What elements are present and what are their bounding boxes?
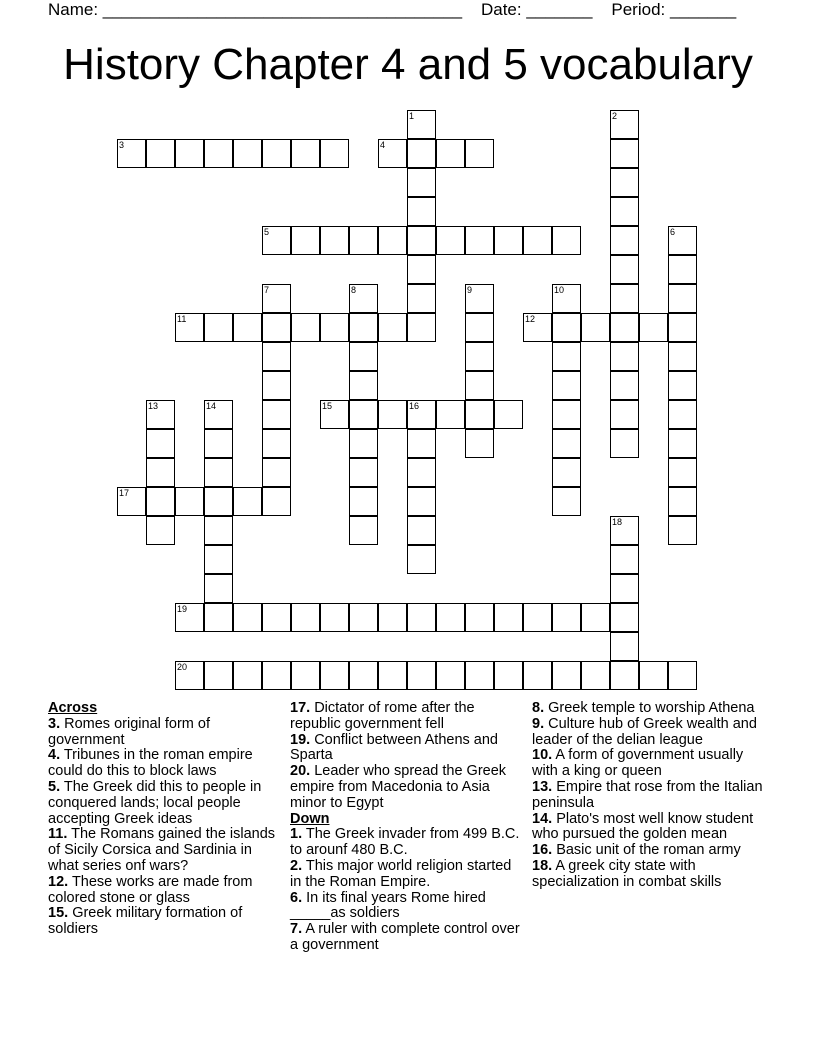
across-heading: Across <box>48 700 98 716</box>
clue-number: 15 <box>322 401 333 411</box>
crossword-cell[interactable] <box>262 342 291 371</box>
crossword-cell[interactable] <box>465 226 494 255</box>
student-info-line: Name: ______________________________________ Date: _______ Period: _______ <box>48 0 737 19</box>
clue-number: 1 <box>409 111 415 121</box>
clue-text: The Greek did this to people in conquered lands; local people accepting Greek ideas <box>48 778 262 827</box>
crossword-cell[interactable] <box>465 284 494 313</box>
clue-number: 6 <box>670 227 676 237</box>
crossword-cell[interactable] <box>465 371 494 400</box>
crossword-cell[interactable] <box>262 661 291 690</box>
crossword-cell[interactable] <box>610 429 639 458</box>
clue-number-label: 1. <box>290 826 303 843</box>
crossword-cell[interactable] <box>204 313 233 342</box>
crossword-cell[interactable] <box>407 516 436 545</box>
clue-number-label: 7. <box>290 921 303 938</box>
crossword-cell[interactable] <box>291 139 320 168</box>
crossword-cell[interactable] <box>552 313 581 342</box>
clue-text: In its final years Rome hired _____as soldiers <box>290 889 486 922</box>
crossword-cell[interactable] <box>407 255 436 284</box>
clues-column-1 <box>48 701 284 938</box>
crossword-cell[interactable] <box>494 400 523 429</box>
crossword-cell[interactable] <box>436 603 465 632</box>
crossword-cell[interactable] <box>117 487 146 516</box>
clue-text: A greek city state with specialization in combat skills <box>532 857 722 890</box>
crossword-cell[interactable] <box>320 313 349 342</box>
down-clue-list <box>290 827 526 953</box>
crossword-cell[interactable] <box>407 139 436 168</box>
clue-number-label: 18. <box>532 857 553 874</box>
crossword-cell[interactable] <box>610 603 639 632</box>
crossword-cell[interactable] <box>175 487 204 516</box>
clue-number-label: 8. <box>532 700 545 716</box>
clue-item <box>290 891 526 923</box>
clue-number: 12 <box>525 314 536 324</box>
clue-item <box>48 906 284 938</box>
clue-text: Empire that rose from the Italian peninsula <box>532 778 763 811</box>
down-clue-list-continued <box>532 701 768 891</box>
crossword-cell[interactable] <box>668 487 697 516</box>
crossword-cell[interactable] <box>668 400 697 429</box>
across-clue-list <box>48 717 284 938</box>
clue-number-label: 16. <box>532 842 553 859</box>
crossword-cell[interactable] <box>465 661 494 690</box>
crossword-cell[interactable] <box>494 603 523 632</box>
crossword-cell[interactable] <box>320 603 349 632</box>
crossword-cell[interactable] <box>436 139 465 168</box>
crossword-cell[interactable] <box>552 284 581 313</box>
clue-number-label: 11. <box>48 826 68 843</box>
crossword-cell[interactable] <box>204 603 233 632</box>
clue-item <box>290 922 526 954</box>
crossword-cell[interactable] <box>407 313 436 342</box>
crossword-cell[interactable] <box>465 139 494 168</box>
clue-number: 17 <box>119 488 130 498</box>
crossword-cell[interactable] <box>262 226 291 255</box>
crossword-cell[interactable] <box>523 313 552 342</box>
crossword-cell[interactable] <box>610 110 639 139</box>
crossword-cell[interactable] <box>349 661 378 690</box>
crossword-cell[interactable] <box>552 342 581 371</box>
crossword-cell[interactable] <box>407 110 436 139</box>
clue-text: Leader who spread the Greek empire from Macedonia to Asia minor to Egypt <box>290 763 507 811</box>
crossword-cell[interactable] <box>494 661 523 690</box>
crossword-cell[interactable] <box>610 661 639 690</box>
crossword-cell[interactable] <box>204 661 233 690</box>
clue-text: Basic unit of the roman army <box>552 842 741 859</box>
crossword-cell[interactable] <box>146 458 175 487</box>
crossword-cell[interactable] <box>610 139 639 168</box>
crossword-cell[interactable] <box>349 487 378 516</box>
clue-item <box>48 748 284 780</box>
crossword-cell[interactable] <box>610 342 639 371</box>
crossword-cell[interactable] <box>262 458 291 487</box>
crossword-cell[interactable] <box>610 226 639 255</box>
crossword-cell[interactable] <box>407 226 436 255</box>
clue-number-label: 6. <box>290 889 303 906</box>
clue-number-label: 19. <box>290 731 311 748</box>
crossword-cell[interactable] <box>610 255 639 284</box>
crossword-cell[interactable] <box>291 226 320 255</box>
clue-number-label: 17. <box>290 700 311 716</box>
crossword-cell[interactable] <box>175 139 204 168</box>
crossword-cell[interactable] <box>378 313 407 342</box>
clue-text: The Greek invader from 499 B.C. to arounf 480 B.C. <box>290 826 520 859</box>
crossword-cell[interactable] <box>407 603 436 632</box>
crossword-cell[interactable] <box>639 661 668 690</box>
clue-number: 2 <box>612 111 618 121</box>
clue-text: A form of government usually with a king or queen <box>532 747 744 780</box>
crossword-cell[interactable] <box>407 487 436 516</box>
crossword-cell[interactable] <box>146 516 175 545</box>
clue-item <box>532 843 768 859</box>
crossword-cell[interactable] <box>610 516 639 545</box>
clue-item <box>48 717 284 749</box>
puzzle-title: History Chapter 4 and 5 vocabulary <box>63 40 753 89</box>
clue-item <box>48 827 284 874</box>
crossword-cell[interactable] <box>349 516 378 545</box>
crossword-cell[interactable] <box>668 371 697 400</box>
crossword-cell[interactable] <box>233 603 262 632</box>
crossword-cell[interactable] <box>175 313 204 342</box>
crossword-cell[interactable] <box>175 603 204 632</box>
crossword-cell[interactable] <box>407 400 436 429</box>
crossword-cell[interactable] <box>320 661 349 690</box>
crossword-cell[interactable] <box>610 371 639 400</box>
crossword-cell[interactable] <box>407 458 436 487</box>
crossword-cell[interactable] <box>262 284 291 313</box>
crossword-cell[interactable] <box>494 226 523 255</box>
crossword-cell[interactable] <box>465 313 494 342</box>
clue-item <box>290 859 526 891</box>
clue-text: These works are made from colored stone or glass <box>48 873 253 906</box>
clue-number-label: 13. <box>532 778 553 795</box>
crossword-cell[interactable] <box>320 400 349 429</box>
crossword-cell[interactable] <box>552 458 581 487</box>
clue-number: 18 <box>612 517 623 527</box>
clue-number-label: 10. <box>532 747 553 764</box>
crossword-cell[interactable] <box>378 603 407 632</box>
clues-column-2 <box>290 701 526 954</box>
crossword-cell[interactable] <box>378 400 407 429</box>
crossword-cell[interactable] <box>262 429 291 458</box>
crossword-cell[interactable] <box>378 661 407 690</box>
clue-number: 10 <box>554 285 565 295</box>
clue-item <box>290 827 526 859</box>
clue-item <box>532 717 768 749</box>
clue-text: Romes original form of government <box>48 715 210 748</box>
crossword-cell[interactable] <box>204 139 233 168</box>
crossword-cell[interactable] <box>349 284 378 313</box>
crossword-cell[interactable] <box>610 284 639 313</box>
crossword-cell[interactable] <box>668 342 697 371</box>
clue-item <box>290 733 526 765</box>
crossword-cell[interactable] <box>204 516 233 545</box>
crossword-cell[interactable] <box>349 400 378 429</box>
clue-text: The Romans gained the islands of Sicily Corsica and Sardinia in what series onf wars? <box>48 826 276 874</box>
clue-number-label: 5. <box>48 778 61 795</box>
crossword-cell[interactable] <box>320 226 349 255</box>
crossword-cell[interactable] <box>204 429 233 458</box>
clue-number-label: 15. <box>48 905 69 922</box>
crossword-cell[interactable] <box>465 429 494 458</box>
clue-number: 7 <box>264 285 270 295</box>
crossword-cell[interactable] <box>146 400 175 429</box>
crossword-cell[interactable] <box>465 342 494 371</box>
crossword-cell[interactable] <box>610 197 639 226</box>
crossword-cell[interactable] <box>552 603 581 632</box>
clue-number-label: 14. <box>532 810 553 827</box>
crossword-cell[interactable] <box>668 226 697 255</box>
clue-number: 13 <box>148 401 159 411</box>
clue-text: Dictator of rome after the republic government fell <box>290 700 475 732</box>
clue-number-label: 9. <box>532 715 545 732</box>
crossword-cell[interactable] <box>610 400 639 429</box>
clue-number-label: 4. <box>48 747 61 764</box>
crossword-cell[interactable] <box>291 603 320 632</box>
crossword-cell[interactable] <box>204 545 233 574</box>
crossword-cell[interactable] <box>349 342 378 371</box>
crossword-cell[interactable] <box>407 284 436 313</box>
crossword-cell[interactable] <box>668 429 697 458</box>
clue-text: Plato's most well know student who pursued the golden mean <box>532 810 754 843</box>
crossword-cell[interactable] <box>668 458 697 487</box>
crossword-cell[interactable] <box>320 139 349 168</box>
down-heading: Down <box>290 810 330 827</box>
crossword-cell[interactable] <box>610 545 639 574</box>
crossword-cell[interactable] <box>262 487 291 516</box>
clue-item <box>532 748 768 780</box>
crossword-cell[interactable] <box>668 284 697 313</box>
clue-item <box>290 764 526 811</box>
crossword-cell[interactable] <box>552 487 581 516</box>
crossword-cell[interactable] <box>117 139 146 168</box>
crossword-cell[interactable] <box>175 661 204 690</box>
crossword-cell[interactable] <box>610 313 639 342</box>
crossword-cell[interactable] <box>349 371 378 400</box>
clue-number-label: 2. <box>290 857 303 874</box>
clue-item <box>532 701 768 717</box>
crossword-cell[interactable] <box>146 487 175 516</box>
crossword-cell[interactable] <box>291 661 320 690</box>
crossword-cell[interactable] <box>349 603 378 632</box>
crossword-cell[interactable] <box>610 574 639 603</box>
crossword-cell[interactable] <box>233 139 262 168</box>
clue-number: 5 <box>264 227 270 237</box>
clue-item <box>532 780 768 812</box>
crossword-cell[interactable] <box>146 139 175 168</box>
across-clue-list-continued <box>290 701 526 812</box>
crossword-cell[interactable] <box>233 487 262 516</box>
crossword-cell[interactable] <box>349 458 378 487</box>
crossword-cell[interactable] <box>581 313 610 342</box>
crossword-cell[interactable] <box>436 400 465 429</box>
crossword-cell[interactable] <box>523 226 552 255</box>
crossword-cell[interactable] <box>407 429 436 458</box>
crossword-cell[interactable] <box>552 371 581 400</box>
crossword-cell[interactable] <box>552 226 581 255</box>
crossword-cell[interactable] <box>552 400 581 429</box>
crossword-cell[interactable] <box>610 168 639 197</box>
clue-item <box>48 875 284 907</box>
crossword-cell[interactable] <box>668 313 697 342</box>
crossword-cell[interactable] <box>349 313 378 342</box>
crossword-cell[interactable] <box>668 516 697 545</box>
crossword-cell[interactable] <box>407 197 436 226</box>
crossword-cell[interactable] <box>552 429 581 458</box>
crossword-cell[interactable] <box>465 603 494 632</box>
crossword-cell[interactable] <box>552 661 581 690</box>
clue-text: This major world religion started in the Roman Empire. <box>290 857 512 890</box>
crossword-cell[interactable] <box>349 429 378 458</box>
clue-item <box>532 859 768 891</box>
crossword-cell[interactable] <box>523 661 552 690</box>
clue-text: Conflict between Athens and Sparta <box>290 731 498 764</box>
crossword-cell[interactable] <box>262 400 291 429</box>
crossword-cell[interactable] <box>668 255 697 284</box>
crossword-cell[interactable] <box>610 632 639 661</box>
clue-text: Greek military formation of soldiers <box>48 905 243 938</box>
crossword-cell[interactable] <box>465 400 494 429</box>
crossword-cell[interactable] <box>349 226 378 255</box>
clue-number: 3 <box>119 140 125 150</box>
crossword-cell[interactable] <box>262 139 291 168</box>
crossword-cell[interactable] <box>436 661 465 690</box>
crossword-cell[interactable] <box>233 661 262 690</box>
crossword-cell[interactable] <box>204 458 233 487</box>
crossword-cell[interactable] <box>262 371 291 400</box>
crossword-cell[interactable] <box>523 603 552 632</box>
crossword-cell[interactable] <box>407 168 436 197</box>
clue-number: 9 <box>467 285 473 295</box>
crossword-cell[interactable] <box>146 429 175 458</box>
clue-item <box>532 812 768 844</box>
crossword-cell[interactable] <box>407 545 436 574</box>
clue-text: Greek temple to worship Athena <box>544 700 755 716</box>
clue-text: Tribunes in the roman empire could do this to block laws <box>48 747 253 780</box>
crossword-cell[interactable] <box>262 313 291 342</box>
crossword-cell[interactable] <box>204 574 233 603</box>
clue-number-label: 3. <box>48 715 61 732</box>
crossword-cell[interactable] <box>436 226 465 255</box>
crossword-cell[interactable] <box>291 313 320 342</box>
crossword-cell[interactable] <box>639 313 668 342</box>
clue-number: 8 <box>351 285 357 295</box>
clue-number: 4 <box>380 140 386 150</box>
crossword-cell[interactable] <box>581 661 610 690</box>
clue-text: Culture hub of Greek wealth and leader of the delian league <box>532 715 757 748</box>
crossword-cell[interactable] <box>581 603 610 632</box>
clues-column-3 <box>532 701 768 891</box>
clue-text: A ruler with complete control over a government <box>290 921 520 953</box>
clue-number: 16 <box>409 401 420 411</box>
clue-number: 14 <box>206 401 217 411</box>
crossword-cell[interactable] <box>233 313 262 342</box>
clue-number: 20 <box>177 662 188 672</box>
crossword-cell[interactable] <box>204 487 233 516</box>
crossword-cell[interactable] <box>378 226 407 255</box>
clue-number-label: 20. <box>290 763 311 780</box>
clue-number: 19 <box>177 604 188 614</box>
clue-number: 11 <box>177 314 187 324</box>
clue-number-label: 12. <box>48 873 69 890</box>
clue-item <box>290 701 526 733</box>
crossword-cell[interactable] <box>378 139 407 168</box>
crossword-cell[interactable] <box>262 603 291 632</box>
clue-item <box>48 780 284 827</box>
crossword-cell[interactable] <box>407 661 436 690</box>
crossword-cell[interactable] <box>668 661 697 690</box>
crossword-cell[interactable] <box>204 400 233 429</box>
